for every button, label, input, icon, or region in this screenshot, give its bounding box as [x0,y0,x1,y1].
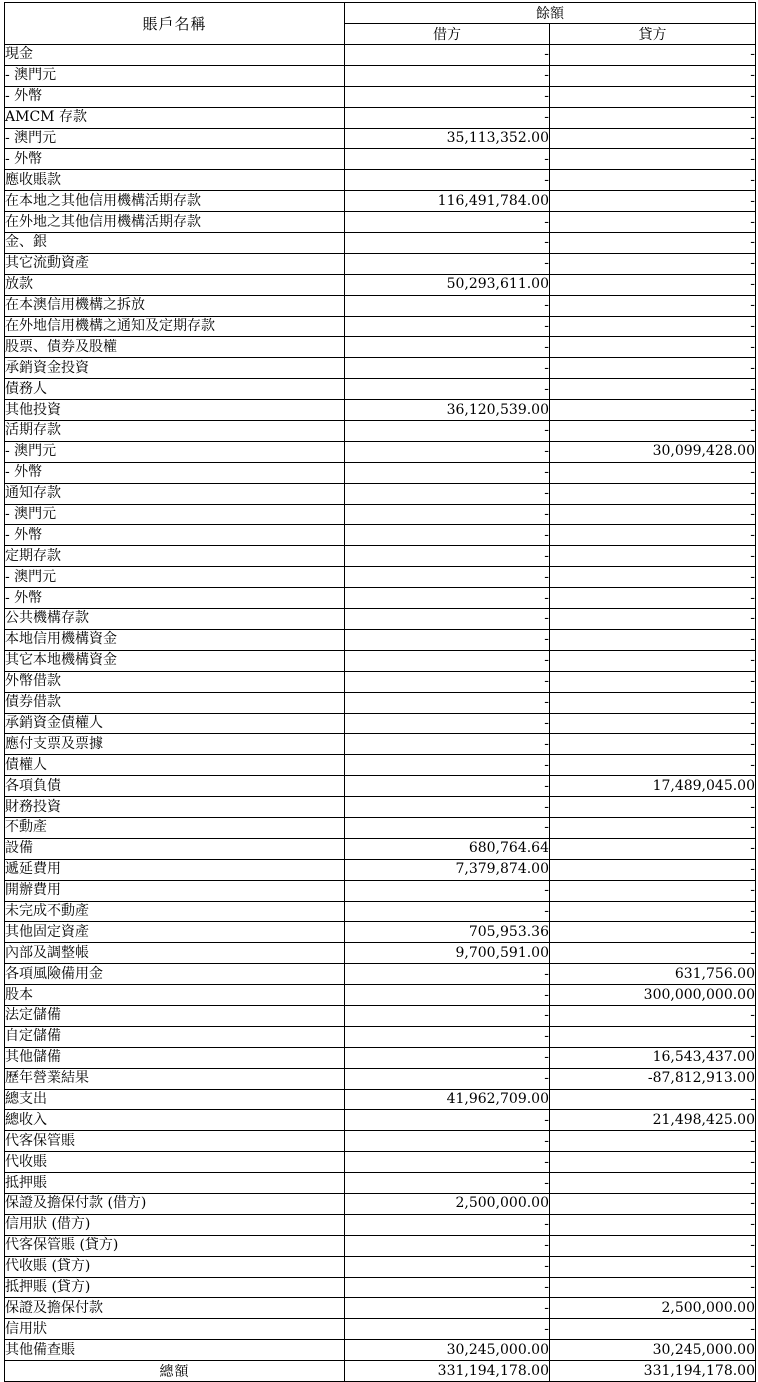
table-row [5,86,756,107]
account-name-cell: - 澳門元 [5,567,345,588]
debit-cell: - [345,295,550,316]
account-name-cell: 歷年營業結果 [5,1068,345,1089]
table-row [5,713,756,734]
debit-cell: 2,500,000.00 [345,1193,550,1214]
table-row [5,233,756,254]
debit-cell: 36,120,539.00 [345,400,550,421]
account-name-cell: 承銷資金債權人 [5,713,345,734]
account-name-cell: 不動產 [5,817,345,838]
credit-cell: 631,756.00 [550,964,756,985]
credit-cell: - [550,86,756,107]
table-row [5,1005,756,1026]
account-name-cell: 在本澳信用機構之拆放 [5,295,345,316]
account-name-cell: 其他備查賬 [5,1340,345,1361]
table-row [5,1110,756,1131]
table-row [5,588,756,609]
credit-cell: - [550,588,756,609]
table-row [5,107,756,128]
account-name-cell: 股票、債券及股權 [5,337,345,358]
debit-cell: - [345,337,550,358]
table-row [5,1277,756,1298]
debit-cell: - [345,755,550,776]
table-row [5,964,756,985]
total-row [5,1361,756,1382]
debit-cell: - [345,316,550,337]
account-name-cell: 保證及擔保付款 [5,1298,345,1319]
account-name-cell: 應付支票及票據 [5,734,345,755]
table-row [5,65,756,86]
debit-cell: - [345,1026,550,1047]
debit-cell: - [345,1005,550,1026]
debit-cell: 30,245,000.00 [345,1340,550,1361]
table-row [5,462,756,483]
account-name-cell: AMCM 存款 [5,107,345,128]
debit-cell: - [345,797,550,818]
debit-cell: - [345,86,550,107]
credit-cell: - [550,609,756,630]
debit-cell: - [345,734,550,755]
table-row [5,1152,756,1173]
account-name-cell: 金、銀 [5,233,345,254]
debit-header: 借方 [345,24,550,45]
account-name-cell: - 澳門元 [5,441,345,462]
table-row [5,128,756,149]
table-row [5,295,756,316]
table-row [5,985,756,1006]
account-name-cell: 代客保管賬 [5,1131,345,1152]
table-row [5,776,756,797]
account-name-cell: 在外地之其他信用機構活期存款 [5,212,345,233]
table-row [5,1131,756,1152]
credit-cell: - [550,233,756,254]
credit-cell: -87,812,913.00 [550,1068,756,1089]
debit-cell: - [345,65,550,86]
credit-cell: - [550,1005,756,1026]
credit-cell: - [550,65,756,86]
account-name-cell: - 外幣 [5,462,345,483]
credit-cell: - [550,504,756,525]
credit-cell: - [550,1026,756,1047]
credit-cell: - [550,859,756,880]
debit-cell: - [345,692,550,713]
credit-cell: - [550,817,756,838]
header-row-top [5,3,756,24]
table-row [5,483,756,504]
table-row [5,1319,756,1340]
credit-cell: - [550,191,756,212]
credit-cell: - [550,107,756,128]
credit-cell: - [550,295,756,316]
debit-cell: - [345,483,550,504]
credit-cell: - [550,922,756,943]
table-row [5,567,756,588]
table-row [5,650,756,671]
table-row [5,922,756,943]
table-row [5,1026,756,1047]
account-name-cell: 代客保管賬 (貸方) [5,1235,345,1256]
table-row [5,1298,756,1319]
credit-cell: - [550,1319,756,1340]
credit-cell: 30,245,000.00 [550,1340,756,1361]
credit-cell: - [550,358,756,379]
debit-cell: 50,293,611.00 [345,274,550,295]
table-row [5,1173,756,1194]
account-name-cell: 內部及調整帳 [5,943,345,964]
credit-cell: 30,099,428.00 [550,441,756,462]
table-row [5,734,756,755]
account-name-cell: 其它流動資產 [5,253,345,274]
account-name-cell: 應收賬款 [5,170,345,191]
account-name-cell: 代收賬 (貸方) [5,1256,345,1277]
table-row [5,1235,756,1256]
account-name-cell: 其他投資 [5,400,345,421]
table-row [5,629,756,650]
debit-cell: 705,953.36 [345,922,550,943]
credit-cell: - [550,1152,756,1173]
table-row [5,1340,756,1361]
table-row [5,755,756,776]
debit-cell: - [345,1047,550,1068]
trial-balance-table [4,2,756,1382]
debit-cell: 41,962,709.00 [345,1089,550,1110]
credit-cell: - [550,170,756,191]
table-row [5,149,756,170]
debit-cell: - [345,1131,550,1152]
debit-cell: - [345,1298,550,1319]
account-name-cell: - 外幣 [5,149,345,170]
debit-cell: - [345,212,550,233]
credit-cell: - [550,567,756,588]
account-name-cell: 財務投資 [5,797,345,818]
account-name-cell: 未完成不動產 [5,901,345,922]
table-row [5,859,756,880]
credit-cell: - [550,1089,756,1110]
account-name-cell: 公共機構存款 [5,609,345,630]
debit-cell: 680,764.64 [345,838,550,859]
account-name-cell: 通知存款 [5,483,345,504]
debit-cell: - [345,964,550,985]
debit-cell: - [345,504,550,525]
account-name-cell: 總支出 [5,1089,345,1110]
table-row [5,609,756,630]
total-label: 總額 [5,1361,345,1382]
credit-cell: - [550,734,756,755]
credit-cell: 2,500,000.00 [550,1298,756,1319]
account-name-cell: 設備 [5,838,345,859]
table-row [5,337,756,358]
account-name-cell: - 外幣 [5,588,345,609]
table-row [5,1214,756,1235]
credit-cell: - [550,692,756,713]
account-name-cell: 活期存款 [5,421,345,442]
table-row [5,1068,756,1089]
credit-cell: - [550,880,756,901]
debit-cell: - [345,1214,550,1235]
debit-cell: - [345,776,550,797]
credit-cell: - [550,1173,756,1194]
account-name-header: 賬戶名稱 [5,3,345,45]
account-name-cell: 自定儲備 [5,1026,345,1047]
account-name-cell: - 澳門元 [5,65,345,86]
debit-cell: - [345,441,550,462]
credit-cell: - [550,1193,756,1214]
account-name-cell: 遞延費用 [5,859,345,880]
account-name-cell: 股本 [5,985,345,1006]
total-debit: 331,194,178.00 [345,1361,550,1382]
table-row [5,797,756,818]
account-name-cell: 信用狀 [5,1319,345,1340]
table-body [5,45,756,1361]
credit-cell: - [550,462,756,483]
table-row [5,400,756,421]
account-name-cell: 抵押賬 (貸方) [5,1277,345,1298]
credit-cell: - [550,421,756,442]
account-name-cell: 本地信用機構資金 [5,629,345,650]
debit-cell: - [345,1256,550,1277]
credit-cell: - [550,1131,756,1152]
table-row [5,45,756,66]
credit-cell: - [550,797,756,818]
debit-cell: - [345,629,550,650]
account-name-cell: 債券借款 [5,692,345,713]
table-row [5,901,756,922]
credit-cell: - [550,379,756,400]
credit-cell: - [550,316,756,337]
table-row [5,671,756,692]
credit-cell: - [550,1256,756,1277]
debit-cell: - [345,421,550,442]
debit-cell: - [345,379,550,400]
credit-cell: - [550,1277,756,1298]
credit-header: 貸方 [550,24,756,45]
table-row [5,1047,756,1068]
table-row [5,1089,756,1110]
account-name-cell: 法定儲備 [5,1005,345,1026]
credit-cell: - [550,1235,756,1256]
credit-cell: - [550,128,756,149]
table-row [5,817,756,838]
debit-cell: - [345,149,550,170]
debit-cell: 116,491,784.00 [345,191,550,212]
debit-cell: - [345,45,550,66]
table-row [5,880,756,901]
debit-cell: - [345,671,550,692]
account-name-cell: 承銷資金投資 [5,358,345,379]
credit-cell: 300,000,000.00 [550,985,756,1006]
table-row [5,274,756,295]
credit-cell: - [550,400,756,421]
account-name-cell: 總收入 [5,1110,345,1131]
debit-cell: - [345,233,550,254]
account-name-cell: 抵押賬 [5,1173,345,1194]
table-row [5,692,756,713]
credit-cell: - [550,149,756,170]
account-name-cell: 在本地之其他信用機構活期存款 [5,191,345,212]
table-row [5,170,756,191]
debit-cell: - [345,1277,550,1298]
debit-cell: - [345,1319,550,1340]
account-name-cell: - 外幣 [5,86,345,107]
debit-cell: - [345,650,550,671]
account-name-cell: 放款 [5,274,345,295]
credit-cell: - [550,671,756,692]
account-name-cell: 開辦費用 [5,880,345,901]
debit-cell: - [345,567,550,588]
account-name-cell: - 外幣 [5,525,345,546]
debit-cell: - [345,1235,550,1256]
debit-cell: - [345,1110,550,1131]
table-row [5,191,756,212]
debit-cell: - [345,985,550,1006]
table-row [5,212,756,233]
debit-cell: - [345,358,550,379]
debit-cell: - [345,1173,550,1194]
credit-cell: - [550,274,756,295]
table-row [5,546,756,567]
debit-cell: - [345,901,550,922]
table-row [5,316,756,337]
debit-cell: - [345,253,550,274]
credit-cell: - [550,713,756,734]
debit-cell: - [345,525,550,546]
table-row [5,943,756,964]
credit-cell: - [550,1214,756,1235]
account-name-cell: 債權人 [5,755,345,776]
credit-cell: - [550,337,756,358]
account-name-cell: 其他儲備 [5,1047,345,1068]
debit-cell: - [345,546,550,567]
debit-cell: - [345,817,550,838]
balance-header: 餘額 [345,3,756,24]
debit-cell: 35,113,352.00 [345,128,550,149]
table-row [5,358,756,379]
table-row [5,441,756,462]
account-name-cell: 債務人 [5,379,345,400]
debit-cell: - [345,713,550,734]
credit-cell: 17,489,045.00 [550,776,756,797]
credit-cell: - [550,546,756,567]
account-name-cell: - 澳門元 [5,504,345,525]
credit-cell: - [550,483,756,504]
debit-cell: - [345,609,550,630]
account-name-cell: 保證及擔保付款 (借方) [5,1193,345,1214]
credit-cell: - [550,650,756,671]
credit-cell: - [550,901,756,922]
credit-cell: - [550,45,756,66]
debit-cell: - [345,588,550,609]
table-row [5,253,756,274]
account-name-cell: 各項負債 [5,776,345,797]
total-credit: 331,194,178.00 [550,1361,756,1382]
account-name-cell: 代收賬 [5,1152,345,1173]
table-row [5,1193,756,1214]
credit-cell: - [550,755,756,776]
credit-cell: - [550,943,756,964]
account-name-cell: 現金 [5,45,345,66]
account-name-cell: 外幣借款 [5,671,345,692]
table-row [5,504,756,525]
credit-cell: - [550,838,756,859]
account-name-cell: 各項風險備用金 [5,964,345,985]
credit-cell: - [550,253,756,274]
account-name-cell: 信用狀 (借方) [5,1214,345,1235]
account-name-cell: 其它本地機構資金 [5,650,345,671]
table-row [5,1256,756,1277]
debit-cell: - [345,107,550,128]
account-name-cell: 定期存款 [5,546,345,567]
credit-cell: - [550,525,756,546]
credit-cell: 21,498,425.00 [550,1110,756,1131]
account-name-cell: 在外地信用機構之通知及定期存款 [5,316,345,337]
debit-cell: - [345,170,550,191]
table-row [5,379,756,400]
debit-cell: 9,700,591.00 [345,943,550,964]
credit-cell: - [550,629,756,650]
debit-cell: - [345,880,550,901]
debit-cell: - [345,462,550,483]
table-row [5,838,756,859]
debit-cell: 7,379,874.00 [345,859,550,880]
account-name-cell: 其他固定資產 [5,922,345,943]
debit-cell: - [345,1152,550,1173]
table-row [5,421,756,442]
table-row [5,525,756,546]
credit-cell: - [550,212,756,233]
account-name-cell: - 澳門元 [5,128,345,149]
credit-cell: 16,543,437.00 [550,1047,756,1068]
debit-cell: - [345,1068,550,1089]
